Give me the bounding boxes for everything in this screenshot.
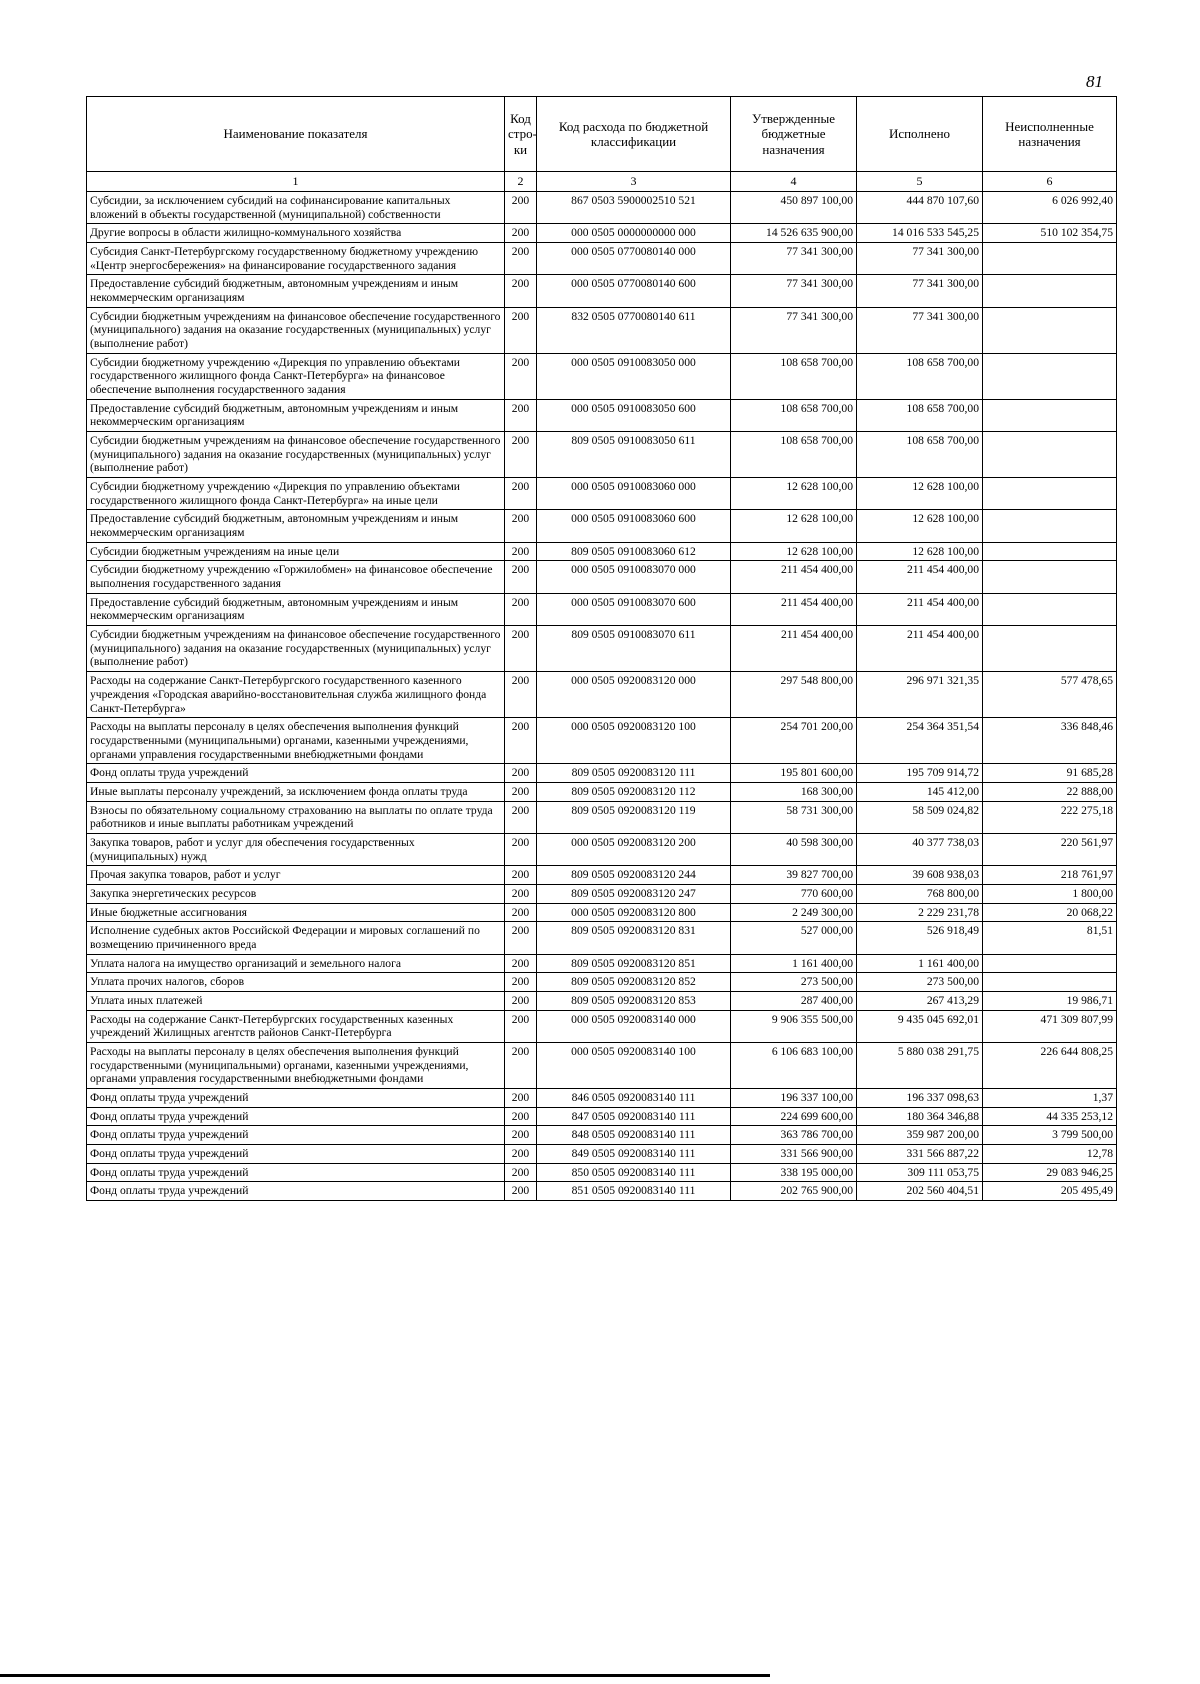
row-name: Фонд оплаты труда учреждений — [87, 1144, 505, 1163]
row-line-code: 200 — [505, 866, 537, 885]
row-unexecuted: 510 102 354,75 — [983, 224, 1117, 243]
row-unexecuted — [983, 510, 1117, 542]
row-executed: 211 454 400,00 — [857, 561, 983, 593]
row-expense-code: 809 0505 0920083120 244 — [537, 866, 731, 885]
row-executed: 1 161 400,00 — [857, 954, 983, 973]
row-line-code: 200 — [505, 801, 537, 833]
row-line-code: 200 — [505, 353, 537, 399]
row-executed: 211 454 400,00 — [857, 593, 983, 625]
table-row — [87, 954, 1117, 973]
row-name: Субсидии, за исключением субсидий на софинансирование капитальных вложений в объекты государственной (муниципальной) собственности — [87, 192, 505, 224]
budget-execution-table — [86, 96, 1117, 1201]
row-name: Иные бюджетные ассигнования — [87, 903, 505, 922]
row-expense-code: 809 0505 0920083120 247 — [537, 884, 731, 903]
row-line-code: 200 — [505, 1182, 537, 1201]
table-row — [87, 991, 1117, 1010]
table-row — [87, 593, 1117, 625]
row-approved: 77 341 300,00 — [731, 243, 857, 275]
row-name: Прочая закупка товаров, работ и услуг — [87, 866, 505, 885]
row-unexecuted — [983, 399, 1117, 431]
row-approved: 338 195 000,00 — [731, 1163, 857, 1182]
row-expense-code: 850 0505 0920083140 111 — [537, 1163, 731, 1182]
row-line-code: 200 — [505, 782, 537, 801]
row-approved: 770 600,00 — [731, 884, 857, 903]
row-unexecuted: 81,51 — [983, 922, 1117, 954]
row-executed: 359 987 200,00 — [857, 1126, 983, 1145]
row-expense-code: 809 0505 0920083120 851 — [537, 954, 731, 973]
table-row — [87, 801, 1117, 833]
row-approved: 12 628 100,00 — [731, 478, 857, 510]
row-name: Субсидии бюджетному учреждению «Дирекция по управлению объектами государственного жилищного фонда Санкт-Петербурга» на иные цели — [87, 478, 505, 510]
table-row — [87, 833, 1117, 865]
row-unexecuted: 91 685,28 — [983, 764, 1117, 783]
row-executed: 108 658 700,00 — [857, 399, 983, 431]
table-row — [87, 672, 1117, 718]
row-executed: 14 016 533 545,25 — [857, 224, 983, 243]
row-executed: 77 341 300,00 — [857, 275, 983, 307]
row-executed: 58 509 024,82 — [857, 801, 983, 833]
row-unexecuted: 471 309 807,99 — [983, 1010, 1117, 1042]
row-name: Исполнение судебных актов Российской Федерации и мировых соглашений по возмещению причиненного вреда — [87, 922, 505, 954]
row-approved: 77 341 300,00 — [731, 275, 857, 307]
row-name: Фонд оплаты труда учреждений — [87, 1107, 505, 1126]
row-line-code: 200 — [505, 833, 537, 865]
row-line-code: 200 — [505, 432, 537, 478]
table-row — [87, 1042, 1117, 1088]
row-unexecuted: 336 848,46 — [983, 718, 1117, 764]
row-expense-code: 000 0505 0910083050 600 — [537, 399, 731, 431]
row-line-code: 200 — [505, 510, 537, 542]
table-row — [87, 224, 1117, 243]
row-line-code: 200 — [505, 764, 537, 783]
table-row — [87, 782, 1117, 801]
row-line-code: 200 — [505, 593, 537, 625]
table-row — [87, 1107, 1117, 1126]
page-number: 81 — [1086, 72, 1103, 91]
row-executed: 331 566 887,22 — [857, 1144, 983, 1163]
row-approved: 12 628 100,00 — [731, 542, 857, 561]
column-number: 1 — [87, 172, 505, 192]
row-name: Предоставление субсидий бюджетным, автономным учреждениям и иным некоммерческим организациям — [87, 593, 505, 625]
header-name: Наименование показателя — [87, 97, 505, 172]
row-expense-code: 000 0505 0920083140 000 — [537, 1010, 731, 1042]
row-name: Расходы на выплаты персоналу в целях обеспечения выполнения функций государственными (муниципальными) органами, казенными учреждениями, органами управления государственными внебюджетными фондами — [87, 1042, 505, 1088]
row-line-code: 200 — [505, 399, 537, 431]
row-line-code: 200 — [505, 192, 537, 224]
table-row — [87, 884, 1117, 903]
row-name: Уплата прочих налогов, сборов — [87, 973, 505, 992]
row-name: Иные выплаты персоналу учреждений, за исключением фонда оплаты труда — [87, 782, 505, 801]
column-number: 4 — [731, 172, 857, 192]
row-approved: 108 658 700,00 — [731, 432, 857, 478]
row-name: Расходы на содержание Санкт-Петербургских государственных казенных учреждений Жилищных агентств районов Санкт-Петербурга — [87, 1010, 505, 1042]
row-approved: 211 454 400,00 — [731, 593, 857, 625]
row-unexecuted — [983, 275, 1117, 307]
row-expense-code: 809 0505 0920083120 831 — [537, 922, 731, 954]
row-line-code: 200 — [505, 224, 537, 243]
table-row — [87, 1144, 1117, 1163]
row-name: Субсидии бюджетным учреждениям на финансовое обеспечение государственного (муниципального) задания на оказание государственных (муниципальных) услуг (выполнение работ) — [87, 626, 505, 672]
header-line-code: Код стро-ки — [505, 97, 537, 172]
table-row — [87, 903, 1117, 922]
column-number: 6 — [983, 172, 1117, 192]
row-approved: 1 161 400,00 — [731, 954, 857, 973]
row-executed: 267 413,29 — [857, 991, 983, 1010]
row-executed: 145 412,00 — [857, 782, 983, 801]
table-row — [87, 718, 1117, 764]
row-line-code: 200 — [505, 1163, 537, 1182]
row-name: Фонд оплаты труда учреждений — [87, 764, 505, 783]
row-expense-code: 849 0505 0920083140 111 — [537, 1144, 731, 1163]
header-expense-code: Код расхода по бюджетной классификации — [537, 97, 731, 172]
row-approved: 195 801 600,00 — [731, 764, 857, 783]
row-executed: 108 658 700,00 — [857, 432, 983, 478]
row-approved: 12 628 100,00 — [731, 510, 857, 542]
row-expense-code: 000 0505 0920083120 800 — [537, 903, 731, 922]
row-expense-code: 000 0505 0000000000 000 — [537, 224, 731, 243]
row-expense-code: 000 0505 0920083140 100 — [537, 1042, 731, 1088]
table-row — [87, 1010, 1117, 1042]
row-name: Предоставление субсидий бюджетным, автономным учреждениям и иным некоммерческим организациям — [87, 399, 505, 431]
row-executed: 211 454 400,00 — [857, 626, 983, 672]
row-line-code: 200 — [505, 1042, 537, 1088]
row-approved: 202 765 900,00 — [731, 1182, 857, 1201]
header-approved: Утвержденные бюджетные назначения — [731, 97, 857, 172]
table-row — [87, 1163, 1117, 1182]
row-expense-code: 000 0505 0910083060 600 — [537, 510, 731, 542]
row-unexecuted — [983, 561, 1117, 593]
row-executed: 444 870 107,60 — [857, 192, 983, 224]
row-line-code: 200 — [505, 991, 537, 1010]
row-executed: 526 918,49 — [857, 922, 983, 954]
row-unexecuted: 22 888,00 — [983, 782, 1117, 801]
row-expense-code: 846 0505 0920083140 111 — [537, 1088, 731, 1107]
row-unexecuted — [983, 626, 1117, 672]
row-approved: 108 658 700,00 — [731, 353, 857, 399]
row-expense-code: 851 0505 0920083140 111 — [537, 1182, 731, 1201]
row-approved: 168 300,00 — [731, 782, 857, 801]
row-expense-code: 847 0505 0920083140 111 — [537, 1107, 731, 1126]
row-line-code: 200 — [505, 884, 537, 903]
row-line-code: 200 — [505, 307, 537, 353]
table-row — [87, 866, 1117, 885]
table-row — [87, 1182, 1117, 1201]
header-unexecuted: Неисполненные назначения — [983, 97, 1117, 172]
row-unexecuted — [983, 954, 1117, 973]
row-unexecuted — [983, 542, 1117, 561]
table-row — [87, 243, 1117, 275]
row-unexecuted — [983, 353, 1117, 399]
row-unexecuted: 226 644 808,25 — [983, 1042, 1117, 1088]
row-executed: 40 377 738,03 — [857, 833, 983, 865]
row-expense-code: 000 0505 0920083120 200 — [537, 833, 731, 865]
row-unexecuted: 218 761,97 — [983, 866, 1117, 885]
row-unexecuted — [983, 593, 1117, 625]
row-approved: 287 400,00 — [731, 991, 857, 1010]
row-approved: 450 897 100,00 — [731, 192, 857, 224]
row-unexecuted — [983, 478, 1117, 510]
row-approved: 6 106 683 100,00 — [731, 1042, 857, 1088]
row-executed: 12 628 100,00 — [857, 478, 983, 510]
column-number: 3 — [537, 172, 731, 192]
row-name: Субсидии бюджетному учреждению «Горжилобмен» на финансовое обеспечение выполнения государственного задания — [87, 561, 505, 593]
table-row — [87, 353, 1117, 399]
row-expense-code: 809 0505 0920083120 853 — [537, 991, 731, 1010]
row-approved: 527 000,00 — [731, 922, 857, 954]
row-line-code: 200 — [505, 275, 537, 307]
row-unexecuted: 1 800,00 — [983, 884, 1117, 903]
row-expense-code: 809 0505 0920083120 119 — [537, 801, 731, 833]
row-expense-code: 809 0505 0910083060 612 — [537, 542, 731, 561]
row-line-code: 200 — [505, 1126, 537, 1145]
header-executed: Исполнено — [857, 97, 983, 172]
row-line-code: 200 — [505, 478, 537, 510]
row-name: Расходы на выплаты персоналу в целях обеспечения выполнения функций государственными (муниципальными) органами, казенными учреждениями, органами управления государственными внебюджетными фондами — [87, 718, 505, 764]
table-row — [87, 542, 1117, 561]
row-approved: 363 786 700,00 — [731, 1126, 857, 1145]
row-approved: 58 731 300,00 — [731, 801, 857, 833]
row-line-code: 200 — [505, 1088, 537, 1107]
row-approved: 224 699 600,00 — [731, 1107, 857, 1126]
row-approved: 254 701 200,00 — [731, 718, 857, 764]
row-name: Субсидии бюджетным учреждениям на финансовое обеспечение государственного (муниципального) задания на оказание государственных (муниципальных) услуг (выполнение работ) — [87, 307, 505, 353]
row-expense-code: 809 0505 0920083120 112 — [537, 782, 731, 801]
row-expense-code: 867 0503 5900002510 521 — [537, 192, 731, 224]
row-executed: 195 709 914,72 — [857, 764, 983, 783]
row-executed: 77 341 300,00 — [857, 307, 983, 353]
row-expense-code: 000 0505 0910083060 000 — [537, 478, 731, 510]
row-line-code: 200 — [505, 1010, 537, 1042]
row-approved: 211 454 400,00 — [731, 626, 857, 672]
row-line-code: 200 — [505, 626, 537, 672]
row-executed: 296 971 321,35 — [857, 672, 983, 718]
row-expense-code: 809 0505 0910083070 611 — [537, 626, 731, 672]
row-name: Субсидии бюджетным учреждениям на иные цели — [87, 542, 505, 561]
table-row — [87, 510, 1117, 542]
row-name: Фонд оплаты труда учреждений — [87, 1182, 505, 1201]
row-name: Предоставление субсидий бюджетным, автономным учреждениям и иным некоммерческим организациям — [87, 510, 505, 542]
row-approved: 211 454 400,00 — [731, 561, 857, 593]
row-executed: 12 628 100,00 — [857, 542, 983, 561]
row-expense-code: 000 0505 0910083050 000 — [537, 353, 731, 399]
row-name: Закупка энергетических ресурсов — [87, 884, 505, 903]
row-approved: 196 337 100,00 — [731, 1088, 857, 1107]
row-expense-code: 000 0505 0910083070 600 — [537, 593, 731, 625]
row-line-code: 200 — [505, 903, 537, 922]
table-row — [87, 973, 1117, 992]
row-unexecuted: 1,37 — [983, 1088, 1117, 1107]
table-row — [87, 1126, 1117, 1145]
row-approved: 273 500,00 — [731, 973, 857, 992]
table-row — [87, 432, 1117, 478]
row-line-code: 200 — [505, 672, 537, 718]
row-name: Субсидии бюджетным учреждениям на финансовое обеспечение государственного (муниципального) задания на оказание государственных (муниципальных) услуг (выполнение работ) — [87, 432, 505, 478]
row-name: Закупка товаров, работ и услуг для обеспечения государственных (муниципальных) нужд — [87, 833, 505, 865]
row-expense-code: 000 0505 0770080140 000 — [537, 243, 731, 275]
row-unexecuted — [983, 973, 1117, 992]
row-line-code: 200 — [505, 561, 537, 593]
table-row — [87, 192, 1117, 224]
row-line-code: 200 — [505, 954, 537, 973]
row-line-code: 200 — [505, 243, 537, 275]
row-executed: 309 111 053,75 — [857, 1163, 983, 1182]
row-approved: 108 658 700,00 — [731, 399, 857, 431]
row-line-code: 200 — [505, 718, 537, 764]
row-executed: 196 337 098,63 — [857, 1088, 983, 1107]
row-executed: 39 608 938,03 — [857, 866, 983, 885]
row-line-code: 200 — [505, 973, 537, 992]
table-row — [87, 764, 1117, 783]
row-name: Фонд оплаты труда учреждений — [87, 1126, 505, 1145]
header-row — [87, 97, 1117, 172]
row-unexecuted: 205 495,49 — [983, 1182, 1117, 1201]
row-expense-code: 000 0505 0920083120 000 — [537, 672, 731, 718]
row-approved: 40 598 300,00 — [731, 833, 857, 865]
table-row — [87, 275, 1117, 307]
row-line-code: 200 — [505, 922, 537, 954]
row-executed: 2 229 231,78 — [857, 903, 983, 922]
row-unexecuted: 577 478,65 — [983, 672, 1117, 718]
row-executed: 273 500,00 — [857, 973, 983, 992]
row-expense-code: 000 0505 0910083070 000 — [537, 561, 731, 593]
row-expense-code: 809 0505 0920083120 852 — [537, 973, 731, 992]
row-name: Предоставление субсидий бюджетным, автономным учреждениям и иным некоммерческим организациям — [87, 275, 505, 307]
row-executed: 254 364 351,54 — [857, 718, 983, 764]
table-row — [87, 399, 1117, 431]
row-executed: 202 560 404,51 — [857, 1182, 983, 1201]
row-name: Фонд оплаты труда учреждений — [87, 1088, 505, 1107]
row-expense-code: 000 0505 0920083120 100 — [537, 718, 731, 764]
row-name: Фонд оплаты труда учреждений — [87, 1163, 505, 1182]
row-unexecuted: 6 026 992,40 — [983, 192, 1117, 224]
row-approved: 297 548 800,00 — [731, 672, 857, 718]
row-executed: 108 658 700,00 — [857, 353, 983, 399]
row-line-code: 200 — [505, 1144, 537, 1163]
row-executed: 768 800,00 — [857, 884, 983, 903]
row-unexecuted: 20 068,22 — [983, 903, 1117, 922]
row-executed: 77 341 300,00 — [857, 243, 983, 275]
table-row — [87, 561, 1117, 593]
row-name: Уплата налога на имущество организаций и земельного налога — [87, 954, 505, 973]
row-expense-code: 000 0505 0770080140 600 — [537, 275, 731, 307]
row-executed: 5 880 038 291,75 — [857, 1042, 983, 1088]
row-executed: 12 628 100,00 — [857, 510, 983, 542]
table-row — [87, 626, 1117, 672]
row-executed: 9 435 045 692,01 — [857, 1010, 983, 1042]
row-approved: 39 827 700,00 — [731, 866, 857, 885]
row-approved: 2 249 300,00 — [731, 903, 857, 922]
row-unexecuted: 19 986,71 — [983, 991, 1117, 1010]
column-number: 2 — [505, 172, 537, 192]
row-unexecuted: 220 561,97 — [983, 833, 1117, 865]
row-executed: 180 364 346,88 — [857, 1107, 983, 1126]
row-expense-code: 832 0505 0770080140 611 — [537, 307, 731, 353]
row-approved: 331 566 900,00 — [731, 1144, 857, 1163]
row-expense-code: 848 0505 0920083140 111 — [537, 1126, 731, 1145]
table-row — [87, 1088, 1117, 1107]
row-expense-code: 809 0505 0920083120 111 — [537, 764, 731, 783]
row-unexecuted: 44 335 253,12 — [983, 1107, 1117, 1126]
column-number: 5 — [857, 172, 983, 192]
table-row — [87, 922, 1117, 954]
row-unexecuted: 222 275,18 — [983, 801, 1117, 833]
row-line-code: 200 — [505, 1107, 537, 1126]
column-number-row — [87, 172, 1117, 192]
row-unexecuted: 12,78 — [983, 1144, 1117, 1163]
row-name: Расходы на содержание Санкт-Петербургского государственного казенного учреждения «Городская аварийно-восстановительная служба жилищного фонда Санкт-Петербурга» — [87, 672, 505, 718]
row-unexecuted — [983, 243, 1117, 275]
row-approved: 9 906 355 500,00 — [731, 1010, 857, 1042]
row-name: Другие вопросы в области жилищно-коммунального хозяйства — [87, 224, 505, 243]
row-line-code: 200 — [505, 542, 537, 561]
row-unexecuted — [983, 307, 1117, 353]
row-name: Субсидия Санкт-Петербургскому государственному бюджетному учреждению «Центр энергосбережения» на финансирование государственного задания — [87, 243, 505, 275]
row-approved: 77 341 300,00 — [731, 307, 857, 353]
row-unexecuted: 29 083 946,25 — [983, 1163, 1117, 1182]
row-approved: 14 526 635 900,00 — [731, 224, 857, 243]
table-row — [87, 478, 1117, 510]
row-name: Уплата иных платежей — [87, 991, 505, 1010]
row-expense-code: 809 0505 0910083050 611 — [537, 432, 731, 478]
table-row — [87, 307, 1117, 353]
row-name: Субсидии бюджетному учреждению «Дирекция по управлению объектами государственного жилищного фонда Санкт-Петербурга» на финансовое обеспечение выполнения государственного задания — [87, 353, 505, 399]
row-unexecuted — [983, 432, 1117, 478]
row-unexecuted: 3 799 500,00 — [983, 1126, 1117, 1145]
row-name: Взносы по обязательному социальному страхованию на выплаты по оплате труда работников и иные выплаты работникам учреждений — [87, 801, 505, 833]
scan-edge-rule — [0, 1674, 770, 1677]
